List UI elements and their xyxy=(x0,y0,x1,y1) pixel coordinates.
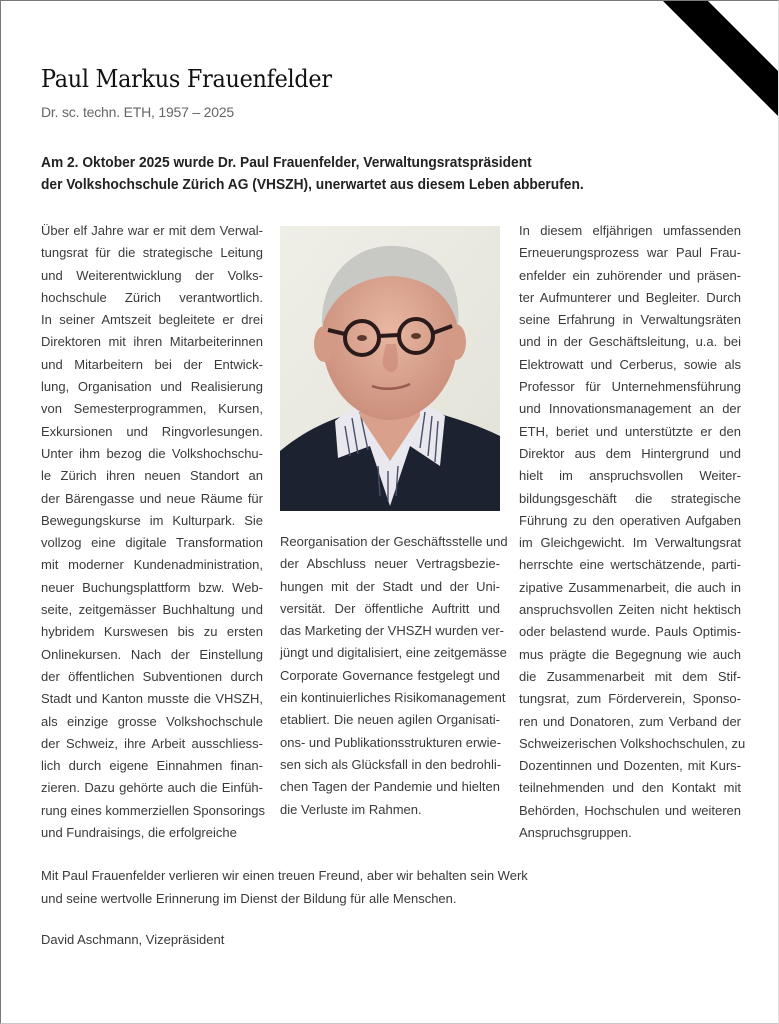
text-line: ein kontinuierliches Risikomanagement xyxy=(280,690,506,706)
closing-line: Mit Paul Frauenfelder verlieren wir einen treuen Freund, aber wir behalten sein Werk xyxy=(41,868,528,883)
text-line: der öffentlichen Subventionen durch xyxy=(41,668,263,684)
text-line: tungsrat für die strategische Leitung xyxy=(41,245,263,261)
text-line: ETH, beriet und unterstützte er den xyxy=(519,423,741,439)
text-line: tungsrat, zum Förderverein, Sponso- xyxy=(519,691,741,707)
text-line: Behörden, Hochschulen und weiteren xyxy=(519,802,741,818)
text-line: sen sich als Glücksfall in den bedrohli- xyxy=(280,756,502,772)
text-line: und Mitarbeitern bei der Entwick- xyxy=(41,356,263,372)
page-title: Paul Markus Frauenfelder xyxy=(41,65,332,93)
text-line: jüngt und digitalisiert, eine zeitgemässe xyxy=(280,645,507,661)
text-line: Bewegungskurse im Kulturpark. Sie xyxy=(41,512,263,528)
text-line: Direktoren mit ihren Mitarbeiterinnen xyxy=(41,334,263,350)
text-line: hielt im anspruchsvollen Weiter- xyxy=(519,468,741,484)
text-line: In seiner Amtszeit begleitete er drei xyxy=(41,312,263,328)
text-line: Schweizerischen Volkshochschulen, zu xyxy=(519,735,746,751)
text-line: oder belastend wurde. Pauls Optimis- xyxy=(519,624,741,640)
text-line: und Fundraisings, die erfolgreiche xyxy=(41,825,237,841)
text-line: mit moderner Kundenadministration, xyxy=(41,557,263,573)
text-line: von Semesterprogrammen, Kursen, xyxy=(41,401,263,417)
text-line: In diesem elfjährigen umfassenden xyxy=(519,223,741,238)
text-line: Corporate Governance festgelegt und xyxy=(280,667,500,683)
text-line: der Schweiz, ihre Arbeit ausschliess- xyxy=(41,735,263,751)
text-line: herrschte eine wertschätzende, parti- xyxy=(519,557,741,573)
text-line: ren und Donatoren, zum Verband der xyxy=(519,713,741,729)
text-line: ons- und Publikationsstrukturen erwie- xyxy=(280,734,502,750)
text-line: die Verluste im Rahmen. xyxy=(280,801,422,817)
text-line: le Zürich ihren neuen Standort an xyxy=(41,468,263,484)
text-line: zipative Zusammenarbeit, die auch in xyxy=(519,579,741,595)
text-line: Über elf Jahre war er mit dem Verwal- xyxy=(41,223,263,238)
text-line: Exkursionen und Ringvorlesungen. xyxy=(41,423,263,439)
text-line: als einzige grosse Volkshochschule xyxy=(41,713,263,729)
lead-line: der Volkshochschule Zürich AG (VHSZH), unerwartet aus diesem Leben abberufen. xyxy=(41,177,584,193)
text-line: seite, zeitgemässer Buchhaltung und xyxy=(41,602,263,618)
text-line: bildungsgeschäft die strategische xyxy=(519,490,741,506)
text-line: etabliert. Die neuen agilen Organisati- xyxy=(280,712,500,728)
text-line: die Zusammenarbeit mit dem Stif- xyxy=(519,668,741,684)
text-line: hungen mit der Stadt und der Uni- xyxy=(280,578,500,594)
page-subtitle: Dr. sc. techn. ETH, 1957 – 2025 xyxy=(41,104,235,120)
text-line: Anspruchsgruppen. xyxy=(519,825,632,841)
text-line: im Gleichgewicht. Im Verwaltungsrat xyxy=(519,535,741,551)
text-line: Onlinekursen. Nach der Einstellung xyxy=(41,646,263,662)
text-line: und in der Geschäftsleitung, u.a. bei xyxy=(519,334,741,350)
text-line: Erneuerungsprozess war Paul Frau- xyxy=(519,245,741,261)
closing-line: und seine wertvolle Erinnerung im Dienst der Bildung für alle Menschen. xyxy=(41,890,457,906)
text-line: Dozentinnen und Dozenten, mit Kurs- xyxy=(519,758,741,774)
text-line: Direktor aus dem Hintergrund und xyxy=(519,445,741,461)
text-line: anspruchsvollen Zeiten nicht hektisch xyxy=(519,602,741,618)
text-line: vollzog eine digitale Transformation xyxy=(41,535,263,551)
text-line: mus prägte die Begegnung wie auch xyxy=(519,646,741,662)
text-line: lung, Organisation und Realisierung xyxy=(41,379,263,395)
signature: David Aschmann, Vizepräsident xyxy=(41,932,225,947)
text-column-right xyxy=(519,220,746,844)
text-line: Unter ihm bezog die Volkshochschu- xyxy=(41,445,263,461)
text-column-middle xyxy=(280,531,508,821)
text-line: Stadt und Kanton musste die VHSZH, xyxy=(41,691,263,707)
text-line: der Bärengasse und neue Räume für xyxy=(41,490,263,506)
text-line: chen Tagen der Pandemie und hielten xyxy=(280,779,500,795)
text-column-left xyxy=(41,220,266,844)
text-line: neuer Buchungsplattform bzw. Web- xyxy=(41,579,263,595)
text-line: und Weiterentwicklung der Volks- xyxy=(41,267,263,283)
lead-paragraph xyxy=(41,152,592,196)
text-line: ter Aufmunterer und Begleiter. Durch xyxy=(519,289,741,305)
text-line: lich durch eigene Einnahmen finan- xyxy=(41,758,263,774)
text-line: Professor für Unternehmensführung xyxy=(519,379,741,395)
text-line: das Marketing der VHSZH wurden ver- xyxy=(280,623,504,639)
text-line: Führung zu den operativen Aufgaben xyxy=(519,512,741,528)
closing-paragraph xyxy=(41,865,528,910)
lead-line: Am 2. Oktober 2025 wurde Dr. Paul Frauenfelder, Verwaltungsratspräsident xyxy=(41,155,532,171)
portrait-image xyxy=(280,226,500,511)
text-line: und Innovationsmanagement an der xyxy=(519,401,741,417)
text-line: hochschule Zürich verantwortlich. xyxy=(41,289,263,305)
text-line: hybridem Kurswesen bis zu ersten xyxy=(41,624,263,640)
text-line: der Abschluss neuer Vertragsbezie- xyxy=(280,556,500,572)
text-line: zieren. Dazu gehörte auch die Einfüh- xyxy=(41,780,263,796)
text-line: rung eines kommerziellen Sponsorings xyxy=(41,802,266,818)
text-line: Reorganisation der Geschäftsstelle und xyxy=(280,534,508,549)
text-line: versität. Der öffentliche Auftritt und xyxy=(280,600,500,616)
portrait-photo xyxy=(280,226,500,511)
text-line: enfelder ein zuhörender und präsen- xyxy=(519,267,741,283)
text-line: teilnehmenden und den Kontakt mit xyxy=(519,780,741,796)
text-line: seine Erfahrung in Verwaltungsräten xyxy=(519,312,741,328)
text-line: Elektrowatt und Cerberus, sowie als xyxy=(519,356,741,372)
